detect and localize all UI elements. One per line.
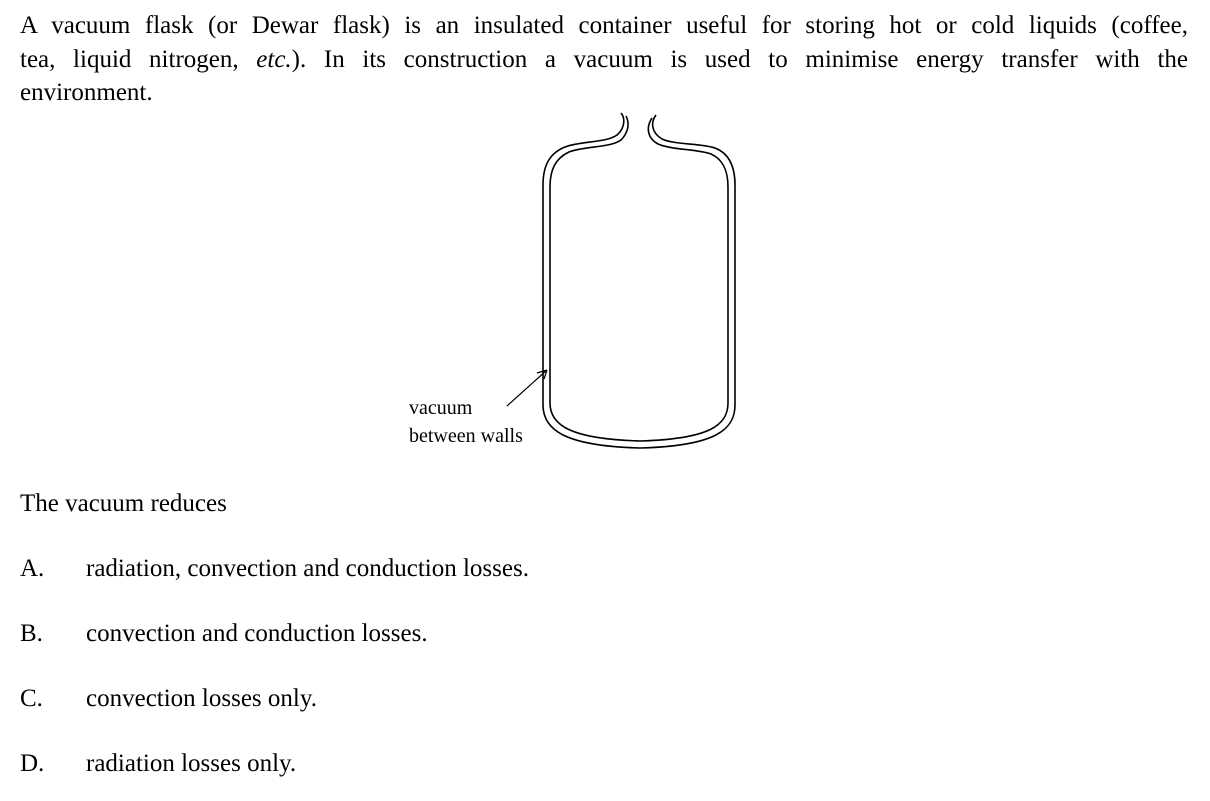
option-b-text: convection and conduction losses. bbox=[86, 620, 428, 647]
option-a-text: radiation, convection and conduction losses. bbox=[86, 555, 529, 582]
flask-inner-wall bbox=[550, 116, 728, 441]
intro-line-1 bbox=[20, 9, 1188, 43]
option-a-letter: A. bbox=[20, 555, 45, 582]
intro-text-1: A vacuum flask (or Dewar flask) is an insulated container useful for storing hot or cold liquids (coffee, bbox=[20, 12, 1188, 39]
vacuum-flask-diagram bbox=[400, 105, 750, 465]
intro-text-2b: ). In its construction a vacuum is used to minimise energy transfer with the bbox=[291, 45, 1188, 73]
flask-outer-wall bbox=[543, 113, 735, 448]
intro-text-3: environment. bbox=[20, 79, 153, 106]
vacuum-label-line1: vacuum bbox=[409, 397, 473, 419]
option-c-letter: C. bbox=[20, 685, 43, 712]
option-b-letter: B. bbox=[20, 620, 43, 647]
intro-line-2 bbox=[20, 43, 1188, 77]
intro-text-2-italic: etc. bbox=[256, 45, 292, 73]
vacuum-pointer-line bbox=[507, 370, 547, 406]
option-d-text: radiation losses only. bbox=[86, 750, 297, 777]
question-stem: The vacuum reduces bbox=[20, 490, 227, 517]
vacuum-label-line2: between walls bbox=[409, 425, 523, 447]
option-c-text: convection losses only. bbox=[86, 685, 317, 712]
intro-text-2a: tea, liquid nitrogen, bbox=[20, 45, 257, 73]
question-intro bbox=[20, 9, 1188, 110]
option-d-letter: D. bbox=[20, 750, 45, 777]
